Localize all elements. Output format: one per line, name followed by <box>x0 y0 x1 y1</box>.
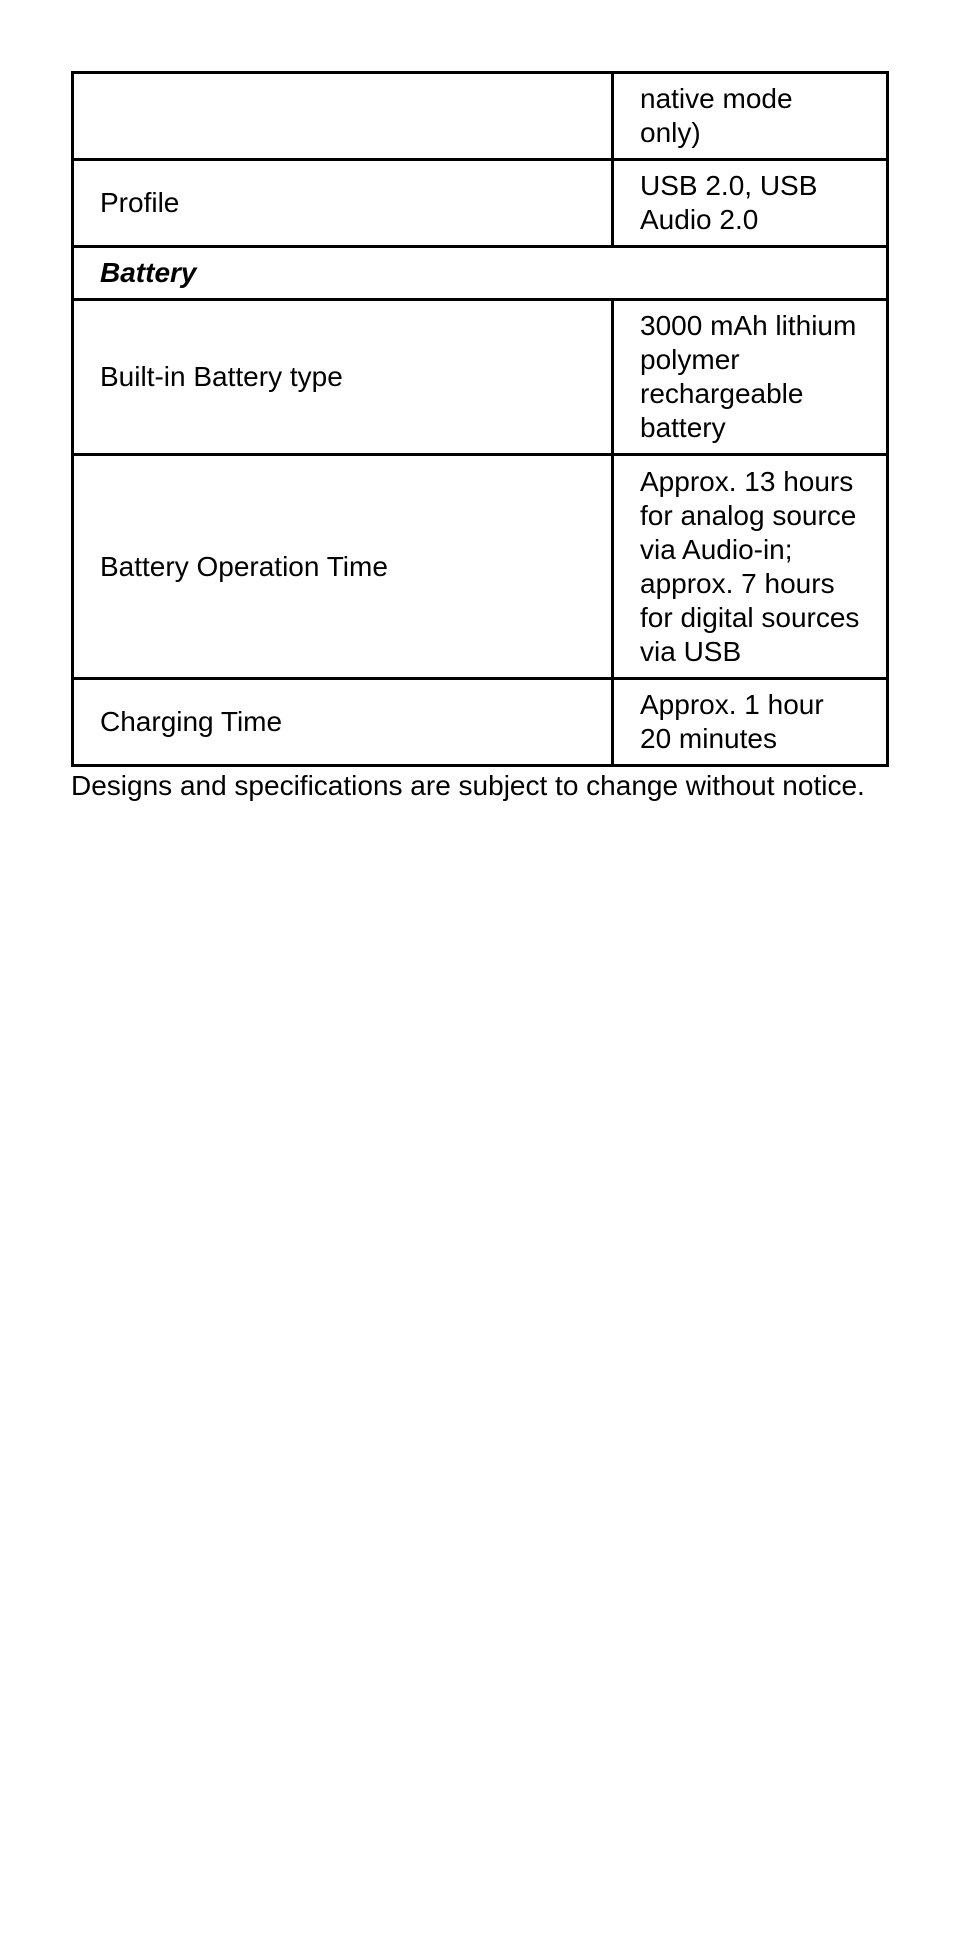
spec-table <box>71 71 889 767</box>
row-value: 3000 mAh lithium polymer rechargeable battery <box>613 300 888 455</box>
row-value: USB 2.0, USB Audio 2.0 <box>613 160 888 247</box>
row-label: Charging Time <box>73 679 613 766</box>
table-row <box>73 300 888 455</box>
row-label: Battery Operation Time <box>73 455 613 679</box>
row-label: Profile <box>73 160 613 247</box>
row-value: native mode only) <box>613 73 888 160</box>
section-heading: Battery <box>73 247 888 300</box>
row-label: Built-in Battery type <box>73 300 613 455</box>
row-label <box>73 73 613 160</box>
footnote: Designs and specifications are subject to change without notice. <box>71 770 865 801</box>
section-row <box>73 247 888 300</box>
table-row <box>73 73 888 160</box>
document-page <box>71 71 891 803</box>
row-value: Approx. 1 hour 20 minutes <box>613 679 888 766</box>
row-value: Approx. 13 hours for analog source via Audio-in; approx. 7 hours for digital sources via USB <box>613 455 888 679</box>
table-row <box>73 679 888 766</box>
table-row <box>73 160 888 247</box>
table-row <box>73 455 888 679</box>
